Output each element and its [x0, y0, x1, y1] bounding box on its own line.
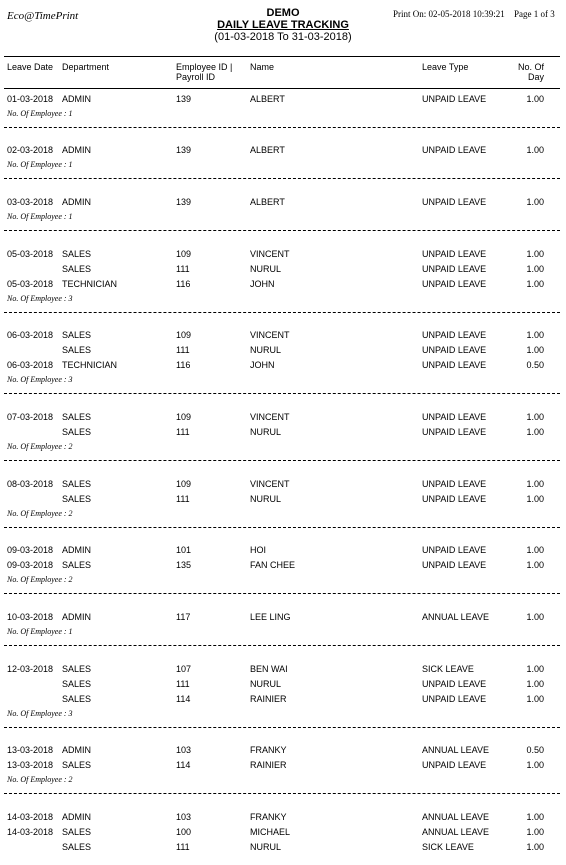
cell-leave-date: 09-03-2018	[7, 560, 54, 570]
group-separator	[4, 645, 560, 646]
cell-leave-date: 06-03-2018	[7, 360, 54, 370]
header-rule-bottom	[4, 88, 560, 89]
group-separator	[4, 312, 560, 313]
column-header-employee-id-line2: Payroll ID	[176, 72, 216, 82]
column-header-employee-id-line1: Employee ID |	[176, 62, 233, 72]
employee-count: No. Of Employee : 3	[7, 294, 73, 303]
cell-department: SALES	[62, 479, 92, 489]
cell-employee-id: 114	[176, 760, 191, 770]
cell-leave-type: SICK LEAVE	[422, 842, 474, 852]
cell-leave-type: UNPAID LEAVE	[422, 479, 487, 489]
column-header-name: Name	[250, 62, 275, 72]
cell-leave-type: UNPAID LEAVE	[422, 694, 487, 704]
cell-department: SALES	[62, 345, 92, 355]
employee-count: No. Of Employee : 1	[7, 109, 73, 118]
cell-leave-type: UNPAID LEAVE	[422, 760, 487, 770]
cell-name: FAN CHEE	[250, 560, 296, 570]
cell-department: ADMIN	[62, 197, 91, 207]
group-separator	[4, 727, 560, 728]
cell-no-of-day: 1.00	[526, 812, 544, 822]
cell-no-of-day: 1.00	[526, 664, 544, 674]
app-title: Eco@TimePrint	[7, 10, 79, 22]
cell-name: NURUL	[250, 842, 282, 852]
cell-name: VINCENT	[250, 412, 290, 422]
cell-leave-type: UNPAID LEAVE	[422, 145, 487, 155]
cell-no-of-day: 1.00	[526, 760, 544, 770]
cell-name: VINCENT	[250, 479, 290, 489]
cell-department: TECHNICIAN	[62, 279, 118, 289]
cell-no-of-day: 1.00	[526, 345, 544, 355]
cell-no-of-day: 0.50	[526, 745, 544, 755]
cell-department: SALES	[62, 679, 92, 689]
company-name: DEMO	[266, 7, 300, 19]
cell-leave-date: 13-03-2018	[7, 760, 54, 770]
employee-count: No. Of Employee : 2	[7, 509, 73, 518]
cell-employee-id: 135	[176, 560, 192, 570]
cell-leave-type: UNPAID LEAVE	[422, 249, 487, 259]
cell-no-of-day: 1.00	[526, 94, 544, 104]
cell-employee-id: 103	[176, 812, 192, 822]
column-header-employee-id	[176, 62, 232, 82]
cell-no-of-day: 1.00	[526, 827, 544, 837]
group-separator	[4, 593, 560, 594]
cell-leave-date: 13-03-2018	[7, 745, 54, 755]
cell-name: NURUL	[250, 679, 282, 689]
cell-leave-type: UNPAID LEAVE	[422, 279, 487, 289]
cell-leave-date: 01-03-2018	[7, 94, 54, 104]
cell-department: SALES	[62, 760, 92, 770]
cell-leave-type: SICK LEAVE	[422, 664, 474, 674]
page-number: Page 1 of 3	[514, 9, 555, 19]
cell-name: HOI	[250, 545, 267, 555]
cell-leave-date: 02-03-2018	[7, 145, 54, 155]
cell-name: LEE LING	[250, 612, 291, 622]
cell-department: SALES	[62, 827, 92, 837]
cell-leave-type: ANNUAL LEAVE	[422, 827, 490, 837]
cell-no-of-day: 1.00	[526, 479, 544, 489]
employee-count: No. Of Employee : 3	[7, 375, 73, 384]
cell-department: SALES	[62, 330, 92, 340]
employee-count: No. Of Employee : 2	[7, 575, 73, 584]
cell-no-of-day: 1.00	[526, 494, 544, 504]
column-header-leave-date: Leave Date	[7, 62, 54, 72]
cell-leave-type: UNPAID LEAVE	[422, 345, 487, 355]
employee-count: No. Of Employee : 3	[7, 709, 73, 718]
cell-name: JOHN	[250, 360, 275, 370]
cell-employee-id: 109	[176, 412, 192, 422]
cell-no-of-day: 1.00	[526, 612, 544, 622]
cell-department: SALES	[62, 664, 92, 674]
cell-name: RAINIER	[250, 694, 287, 704]
cell-name: ALBERT	[250, 94, 285, 104]
cell-leave-date: 05-03-2018	[7, 249, 54, 259]
employee-count: No. Of Employee : 1	[7, 160, 73, 169]
cell-name: MICHAEL	[250, 827, 291, 837]
cell-leave-type: ANNUAL LEAVE	[422, 812, 490, 822]
cell-department: SALES	[62, 264, 92, 274]
cell-employee-id: 100	[176, 827, 192, 837]
group-separator	[4, 230, 560, 231]
cell-department: ADMIN	[62, 812, 91, 822]
cell-department: ADMIN	[62, 145, 91, 155]
cell-department: SALES	[62, 494, 92, 504]
cell-department: ADMIN	[62, 545, 91, 555]
group-separator	[4, 393, 560, 394]
cell-leave-type: UNPAID LEAVE	[422, 560, 487, 570]
cell-department: ADMIN	[62, 94, 91, 104]
cell-name: FRANKY	[250, 745, 287, 755]
cell-leave-type: UNPAID LEAVE	[422, 494, 487, 504]
print-timestamp: Print On: 02-05-2018 10:39:21	[393, 9, 505, 19]
employee-count: No. Of Employee : 1	[7, 627, 73, 636]
cell-employee-id: 111	[176, 264, 190, 274]
column-header-no-of-day-line1: No. Of	[517, 62, 544, 72]
cell-employee-id: 116	[176, 279, 191, 289]
cell-department: SALES	[62, 249, 92, 259]
group-separator	[4, 178, 560, 179]
cell-leave-type: UNPAID LEAVE	[422, 330, 487, 340]
cell-no-of-day: 1.00	[526, 679, 544, 689]
cell-leave-date: 09-03-2018	[7, 545, 54, 555]
cell-no-of-day: 1.00	[526, 264, 544, 274]
cell-employee-id: 109	[176, 479, 192, 489]
cell-name: NURUL	[250, 345, 282, 355]
cell-employee-id: 111	[176, 494, 190, 504]
cell-no-of-day: 1.00	[526, 560, 544, 570]
cell-department: SALES	[62, 842, 92, 852]
cell-name: RAINIER	[250, 760, 287, 770]
cell-name: FRANKY	[250, 812, 287, 822]
cell-employee-id: 117	[176, 612, 191, 622]
column-header-no-of-day-line2: Day	[527, 72, 544, 82]
cell-department: ADMIN	[62, 612, 91, 622]
cell-leave-type: ANNUAL LEAVE	[422, 745, 490, 755]
cell-no-of-day: 1.00	[526, 427, 544, 437]
cell-leave-date: 12-03-2018	[7, 664, 54, 674]
cell-leave-type: UNPAID LEAVE	[422, 545, 487, 555]
cell-employee-id: 139	[176, 94, 192, 104]
cell-no-of-day: 1.00	[526, 842, 544, 852]
cell-no-of-day: 1.00	[526, 330, 544, 340]
employee-count: No. Of Employee : 2	[7, 442, 73, 451]
cell-leave-type: ANNUAL LEAVE	[422, 612, 490, 622]
cell-employee-id: 111	[176, 427, 190, 437]
cell-department: SALES	[62, 560, 92, 570]
group-separator	[4, 793, 560, 794]
cell-employee-id: 139	[176, 145, 192, 155]
cell-leave-type: UNPAID LEAVE	[422, 264, 487, 274]
cell-name: BEN WAI	[250, 664, 288, 674]
column-header-no-of-day	[500, 62, 544, 82]
cell-name: NURUL	[250, 427, 282, 437]
cell-leave-type: UNPAID LEAVE	[422, 412, 487, 422]
column-header-leave-type: Leave Type	[422, 62, 469, 72]
cell-no-of-day: 0.50	[526, 360, 544, 370]
group-separator	[4, 127, 560, 128]
cell-employee-id: 103	[176, 745, 192, 755]
employee-count: No. Of Employee : 1	[7, 212, 73, 221]
cell-employee-id: 116	[176, 360, 191, 370]
cell-employee-id: 111	[176, 679, 190, 689]
date-range: (01-03-2018 To 31-03-2018)	[214, 31, 352, 43]
column-header-department: Department	[62, 62, 110, 72]
cell-leave-date: 07-03-2018	[7, 412, 54, 422]
report-title: DAILY LEAVE TRACKING	[217, 19, 349, 31]
group-separator	[4, 527, 560, 528]
group-separator	[4, 460, 560, 461]
cell-no-of-day: 1.00	[526, 412, 544, 422]
cell-leave-date: 14-03-2018	[7, 812, 54, 822]
cell-department: TECHNICIAN	[62, 360, 118, 370]
cell-no-of-day: 1.00	[526, 249, 544, 259]
cell-department: ADMIN	[62, 745, 91, 755]
cell-name: ALBERT	[250, 145, 285, 155]
cell-employee-id: 101	[176, 545, 192, 555]
cell-leave-type: UNPAID LEAVE	[422, 94, 487, 104]
cell-department: SALES	[62, 427, 92, 437]
cell-leave-date: 10-03-2018	[7, 612, 54, 622]
cell-employee-id: 109	[176, 249, 192, 259]
header-rule-top	[4, 56, 560, 57]
employee-count: No. Of Employee : 2	[7, 775, 73, 784]
cell-no-of-day: 1.00	[526, 197, 544, 207]
cell-employee-id: 139	[176, 197, 192, 207]
cell-employee-id: 114	[176, 694, 191, 704]
cell-department: SALES	[62, 694, 92, 704]
cell-name: ALBERT	[250, 197, 285, 207]
cell-leave-date: 05-03-2018	[7, 279, 54, 289]
cell-employee-id: 111	[176, 345, 190, 355]
cell-name: NURUL	[250, 264, 282, 274]
cell-name: JOHN	[250, 279, 275, 289]
cell-no-of-day: 1.00	[526, 545, 544, 555]
cell-employee-id: 109	[176, 330, 192, 340]
cell-leave-type: UNPAID LEAVE	[422, 360, 487, 370]
cell-no-of-day: 1.00	[526, 145, 544, 155]
cell-leave-date: 08-03-2018	[7, 479, 54, 489]
cell-employee-id: 111	[176, 842, 190, 852]
cell-no-of-day: 1.00	[526, 279, 544, 289]
cell-name: VINCENT	[250, 330, 290, 340]
cell-no-of-day: 1.00	[526, 694, 544, 704]
cell-leave-type: UNPAID LEAVE	[422, 427, 487, 437]
cell-leave-type: UNPAID LEAVE	[422, 679, 487, 689]
cell-department: SALES	[62, 412, 92, 422]
cell-employee-id: 107	[176, 664, 192, 674]
cell-leave-date: 14-03-2018	[7, 827, 54, 837]
cell-leave-type: UNPAID LEAVE	[422, 197, 487, 207]
cell-leave-date: 03-03-2018	[7, 197, 54, 207]
cell-name: NURUL	[250, 494, 282, 504]
cell-name: VINCENT	[250, 249, 290, 259]
cell-leave-date: 06-03-2018	[7, 330, 54, 340]
